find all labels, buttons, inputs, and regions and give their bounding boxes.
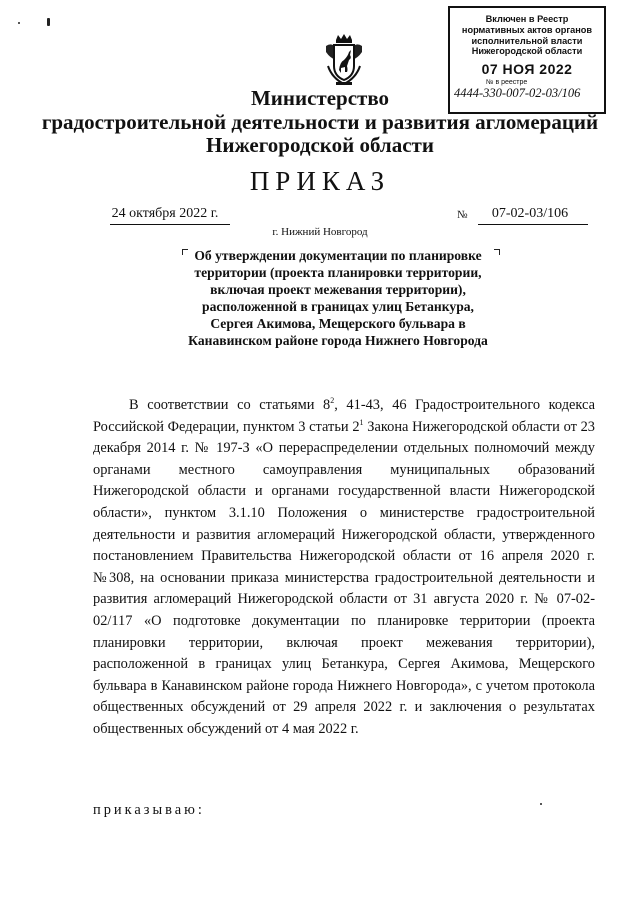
number-sign: № xyxy=(457,209,468,221)
stamp-date: 07 НОЯ 2022 xyxy=(481,61,573,78)
body-text-part-1: В соответствии со статьями 8 xyxy=(129,397,331,413)
scan-speck xyxy=(47,18,50,26)
date-underline xyxy=(110,224,230,225)
stamp-label: № в реестре xyxy=(486,79,528,87)
stamp-line-3: исполнительной власти xyxy=(471,35,583,46)
stamp-line-4: Нижегородской области xyxy=(471,46,583,57)
stamp-registry-number: 4444-330-007-02-03/106 xyxy=(454,86,581,101)
ministry-title-line-1: Министерство xyxy=(250,86,390,110)
order-word: приказываю: xyxy=(93,802,205,818)
order-date: 24 октября 2022 г. xyxy=(111,206,219,221)
superscript-1: 2 xyxy=(330,396,335,406)
body-paragraph xyxy=(93,395,595,741)
coat-of-arms-icon xyxy=(322,32,366,88)
stamp-line-1: Включен в Реестр xyxy=(485,14,569,24)
superscript-2: 1 xyxy=(359,417,364,427)
number-underline xyxy=(478,224,588,225)
body-text-part-3: Закона Нижегородской области от 23 декабря 2014 г. № 197-З «О перераспределении отдельных полномочий между органами местного самоуправления муниципальных образований Нижегородской области и органами государственной власти Нижегородской области», пунктом 3.1.10 Положения о министерстве градостроительной деятельности и развития агломераций Нижегородской области, утвержденного постановлением Правительства Нижегородской области от 16 апреля 2020 г. №308, на основании приказа министерства градостроительной деятельности и развития агломераций Нижегородской области от 31 августа 2020 г. № 07-02-02/117 «О подготовке документации по планировке территории (проекта планировки территории, включая проект межевания территории), расположенной в границах улиц Бетанкура, Сергея Акимова, Мещерского бульвара в Канавинском районе города Нижнего Новгорода», с учетом протокола общественных обсуждений от 29 апреля 2022 г. и заключения о результатах общественных обсуждений от 4 мая 2022 г. xyxy=(93,418,595,737)
order-subject: Об утверждении документации по планировке территории (проекта планировки территории, включая проект межевания территории), расположенной в границах улиц Бетанкура, Сергея Акимова, Мещерского бульвара в Канавинском районе города Нижнего Новгорода xyxy=(188,248,488,348)
order-number: 07-02-03/106 xyxy=(491,206,569,221)
body-text-part-2: , 41-43, 46 Градостроительного кодекса Российской Федерации, пунктом 3 статьи 2 xyxy=(93,397,595,435)
document-type-heading: ПРИКАЗ xyxy=(249,166,391,196)
scan-speck xyxy=(18,22,20,24)
ministry-title-line-2: градостроительной деятельности и развития агломераций xyxy=(41,110,599,134)
stamp-line-2: нормативных актов органов xyxy=(461,24,593,35)
issue-city: г. Нижний Новгород xyxy=(272,226,368,238)
ministry-title-line-3: Нижегородской области xyxy=(206,133,434,157)
scan-speck xyxy=(540,803,542,805)
